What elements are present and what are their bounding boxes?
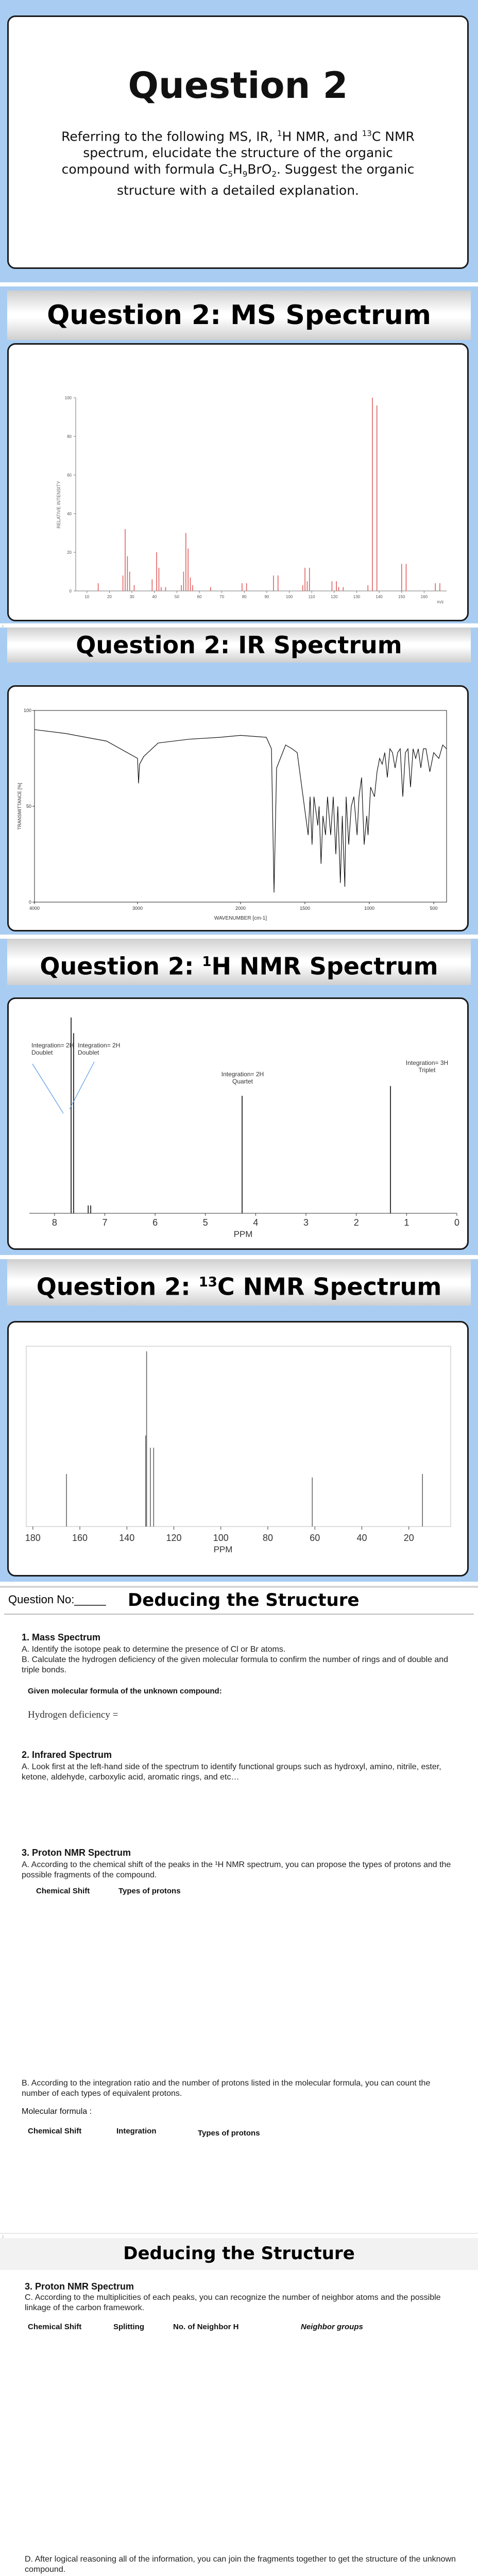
hnmr-x-tick-label: 2 xyxy=(353,1217,359,1228)
hnmr-x-tick-label: 4 xyxy=(253,1217,259,1228)
ms-x-tick-label: 150 xyxy=(398,595,405,599)
cnmr-x-tick-label: 120 xyxy=(166,1533,182,1543)
hnmr-x-tick-label: 1 xyxy=(404,1217,409,1228)
hnmr-x-tick-label: 5 xyxy=(202,1217,208,1228)
ir-card xyxy=(7,685,469,931)
separator xyxy=(0,1586,478,1588)
ir-x-tick-label: 3000 xyxy=(132,906,143,911)
hnmr-peak-annotation: Integration= 2H xyxy=(221,1071,264,1078)
ms-y-label: RELATIVE INTENSITY xyxy=(56,481,61,529)
ir-section-title: 2. Infrared Spectrum xyxy=(22,1750,112,1760)
cnmr-title: Question 2: $^{13}$C NMR Spectrum xyxy=(7,1259,471,1306)
ms-card xyxy=(7,343,469,621)
cnmr-slide xyxy=(0,1259,478,1582)
cnmr-x-tick-label: 180 xyxy=(25,1533,41,1543)
cnmr-x-tick-label: 140 xyxy=(119,1533,135,1543)
col-chemical-shift-2: Chemical Shift xyxy=(28,2127,82,2136)
ms-step-b: B. Calculate the hydrogen deficiency of the given molecular formula to confirm the number of rings and of double and triple bonds. xyxy=(22,1655,449,1674)
ms-y-tick-label: 100 xyxy=(64,396,72,400)
ir-y-tick-label: 100 xyxy=(23,708,31,713)
ms-x-tick-label: 110 xyxy=(308,595,315,599)
hnmr-x-label: PPM xyxy=(233,1229,253,1239)
ir-y-label: TRANSMITTANCE [%] xyxy=(17,783,22,830)
ms-x-tick-label: 60 xyxy=(197,595,202,599)
ir-x-tick-label: 1000 xyxy=(364,906,375,911)
question-heading: Question 2 xyxy=(128,64,348,107)
ms-x-tick-label: 120 xyxy=(331,595,338,599)
ms-x-tick-label: 80 xyxy=(242,595,247,599)
hnmr-x-tick-label: 7 xyxy=(102,1217,108,1228)
hydrogen-deficiency-label: Hydrogen deficiency = xyxy=(28,1709,118,1720)
ms-x-tick-label: 140 xyxy=(375,595,383,599)
cnmr-x-tick-label: 160 xyxy=(72,1533,88,1543)
molecular-formula-label: Molecular formula : xyxy=(22,2107,92,2116)
ms-step-a: A. Identify the isotope peak to determine the presence of Cl or Br atoms. xyxy=(22,1645,286,1654)
hnmr-title: Question 2: $^1$H NMR Spectrum xyxy=(7,939,471,985)
ms-y-tick-label: 40 xyxy=(67,512,72,516)
hnmr-step-c: C. According to the multiplicities of each peaks, you can recognize the number of neighbor atoms and the possible linkage of the carbon framework. xyxy=(25,2293,441,2312)
ms-x-label: m/z xyxy=(437,600,444,604)
question-no: Question No:_____ xyxy=(8,1593,106,1606)
question-text: Referring to the following MS, IR, $^1$H NMR, and $^{13}$C NMR spectrum, elucidate the structure of the organic compound with formula $C_5H_9BrO_2$. Suggest the organic structure with a detailed explanation. xyxy=(61,129,415,198)
ms-y-tick-label: 0 xyxy=(69,589,72,594)
cnmr-x-label: PPM xyxy=(213,1545,233,1554)
hnmr-step-b: B. According to the integration ratio and the number of protons listed in the molecular formula, you can count the number of each types of equivalent protons. xyxy=(22,2079,431,2098)
ir-y-tick-label: 0 xyxy=(28,900,31,905)
ir-x-label: WAVENUMBER [cm-1] xyxy=(214,916,267,921)
ms-x-tick-label: 130 xyxy=(353,595,361,599)
ms-x-tick-label: 90 xyxy=(264,595,269,599)
hnmr-x-tick-label: 8 xyxy=(52,1217,57,1228)
ir-chart xyxy=(14,691,462,928)
ms-x-tick-label: 30 xyxy=(129,595,134,599)
col-types-of-protons: Types of protons xyxy=(118,1887,181,1895)
col-integration: Integration xyxy=(116,2127,157,2136)
cnmr-x-tick-label: 100 xyxy=(213,1533,229,1543)
ms-x-tick-label: 50 xyxy=(174,595,179,599)
hnmr-chart xyxy=(12,1002,465,1247)
deduce-title: Deducing the Structure xyxy=(128,1590,360,1611)
hnmr-x-tick-label: 3 xyxy=(303,1217,309,1228)
hnmr-x-tick-label: 0 xyxy=(454,1217,460,1228)
ms-x-tick-label: 160 xyxy=(420,595,428,599)
hnmr-section-title: 3. Proton NMR Spectrum xyxy=(22,1848,131,1858)
ir-x-tick-label: 4000 xyxy=(29,906,40,911)
deduce-title-2: Deducing the Structure xyxy=(123,2243,355,2264)
ms-section-title: 1. Mass Spectrum xyxy=(22,1632,101,1642)
cnmr-chart xyxy=(12,1326,465,1575)
hnmr-peak-annotation: Quartet xyxy=(232,1078,253,1085)
ir-step-a: A. Look first at the left-hand side of the spectrum to identify functional groups such as hydroxyl, amino, nitrile, ester, ketone, aldehyde, carboxylic acid, aromatic rings, and etc… xyxy=(22,1762,441,1782)
bottom-rule xyxy=(0,2233,478,2234)
ir-x-tick-label: 1500 xyxy=(299,906,311,911)
cnmr-x-tick-label: 80 xyxy=(263,1533,274,1543)
cnmr-frame xyxy=(26,1346,451,1527)
col-types-of-protons-2: Types of protons xyxy=(198,2129,260,2138)
cnmr-x-tick-label: 60 xyxy=(310,1533,320,1543)
hnmr-peak-annotation: Integration= 2H xyxy=(31,1042,74,1049)
col-neighbor-groups: Neighbor groups xyxy=(301,2323,363,2331)
hnmr-section-title-2: 3. Proton NMR Spectrum xyxy=(25,2281,134,2292)
hnmr-x-tick-label: 6 xyxy=(152,1217,158,1228)
hnmr-peak-annotation: Triplet xyxy=(418,1066,436,1074)
ms-x-tick-label: 40 xyxy=(152,595,157,599)
ms-x-tick-label: 70 xyxy=(219,595,225,599)
ms-title: Question 2: MS Spectrum xyxy=(7,291,471,340)
ms-y-tick-label: 20 xyxy=(67,550,72,555)
hnmr-peak-annotation: Integration= 3H xyxy=(405,1059,449,1066)
question-slide xyxy=(0,0,478,282)
hnmr-slide xyxy=(0,939,478,1255)
hnmr-step-d: D. After logical reasoning all of the information, you can join the fragments together to get the structure of the unknown compound. xyxy=(25,2555,456,2574)
given-formula-label: Given molecular formula of the unknown compound: xyxy=(28,1687,222,1696)
hnmr-card xyxy=(7,997,469,1250)
hnmr-peak-annotation: Doublet xyxy=(78,1049,99,1056)
hnmr-peak-annotation: Integration= 2H xyxy=(78,1042,121,1049)
ms-y-tick-label: 60 xyxy=(67,473,72,478)
col-neighbor-h: No. of Neighbor H xyxy=(173,2323,239,2331)
col-chemical-shift: Chemical Shift xyxy=(36,1887,90,1895)
ir-x-tick-label: 2000 xyxy=(235,906,246,911)
hnmr-peak-annotation: Doublet xyxy=(31,1049,53,1056)
ms-y-tick-label: 80 xyxy=(67,434,72,439)
ir-x-tick-label: 500 xyxy=(430,906,438,911)
hnmr-step-a: A. According to the chemical shift of the peaks in the ¹H NMR spectrum, you can propose the types of protons and the possible fragments of the compound. xyxy=(22,1860,451,1879)
col-splitting: Splitting xyxy=(113,2323,144,2331)
ir-slide xyxy=(0,628,478,935)
ms-x-tick-label: 100 xyxy=(285,595,293,599)
ms-x-tick-label: 10 xyxy=(84,595,90,599)
deduce-slide-2 xyxy=(0,2238,478,2576)
ms-chart xyxy=(14,349,462,617)
ir-y-tick-label: 50 xyxy=(26,804,31,809)
ms-x-tick-label: 20 xyxy=(107,595,112,599)
col-chemical-shift-3: Chemical Shift xyxy=(28,2323,82,2331)
title-underline xyxy=(4,1614,474,1615)
cnmr-x-tick-label: 20 xyxy=(403,1533,414,1543)
cnmr-x-tick-label: 40 xyxy=(356,1533,367,1543)
cnmr-card xyxy=(7,1321,469,1577)
ir-title: Question 2: IR Spectrum xyxy=(7,628,471,663)
ms-slide xyxy=(0,286,478,623)
ir-trace xyxy=(35,730,447,892)
deduce-slide-1 xyxy=(0,1586,478,2234)
annotation-arrow xyxy=(32,1064,63,1113)
question-card xyxy=(7,15,469,269)
